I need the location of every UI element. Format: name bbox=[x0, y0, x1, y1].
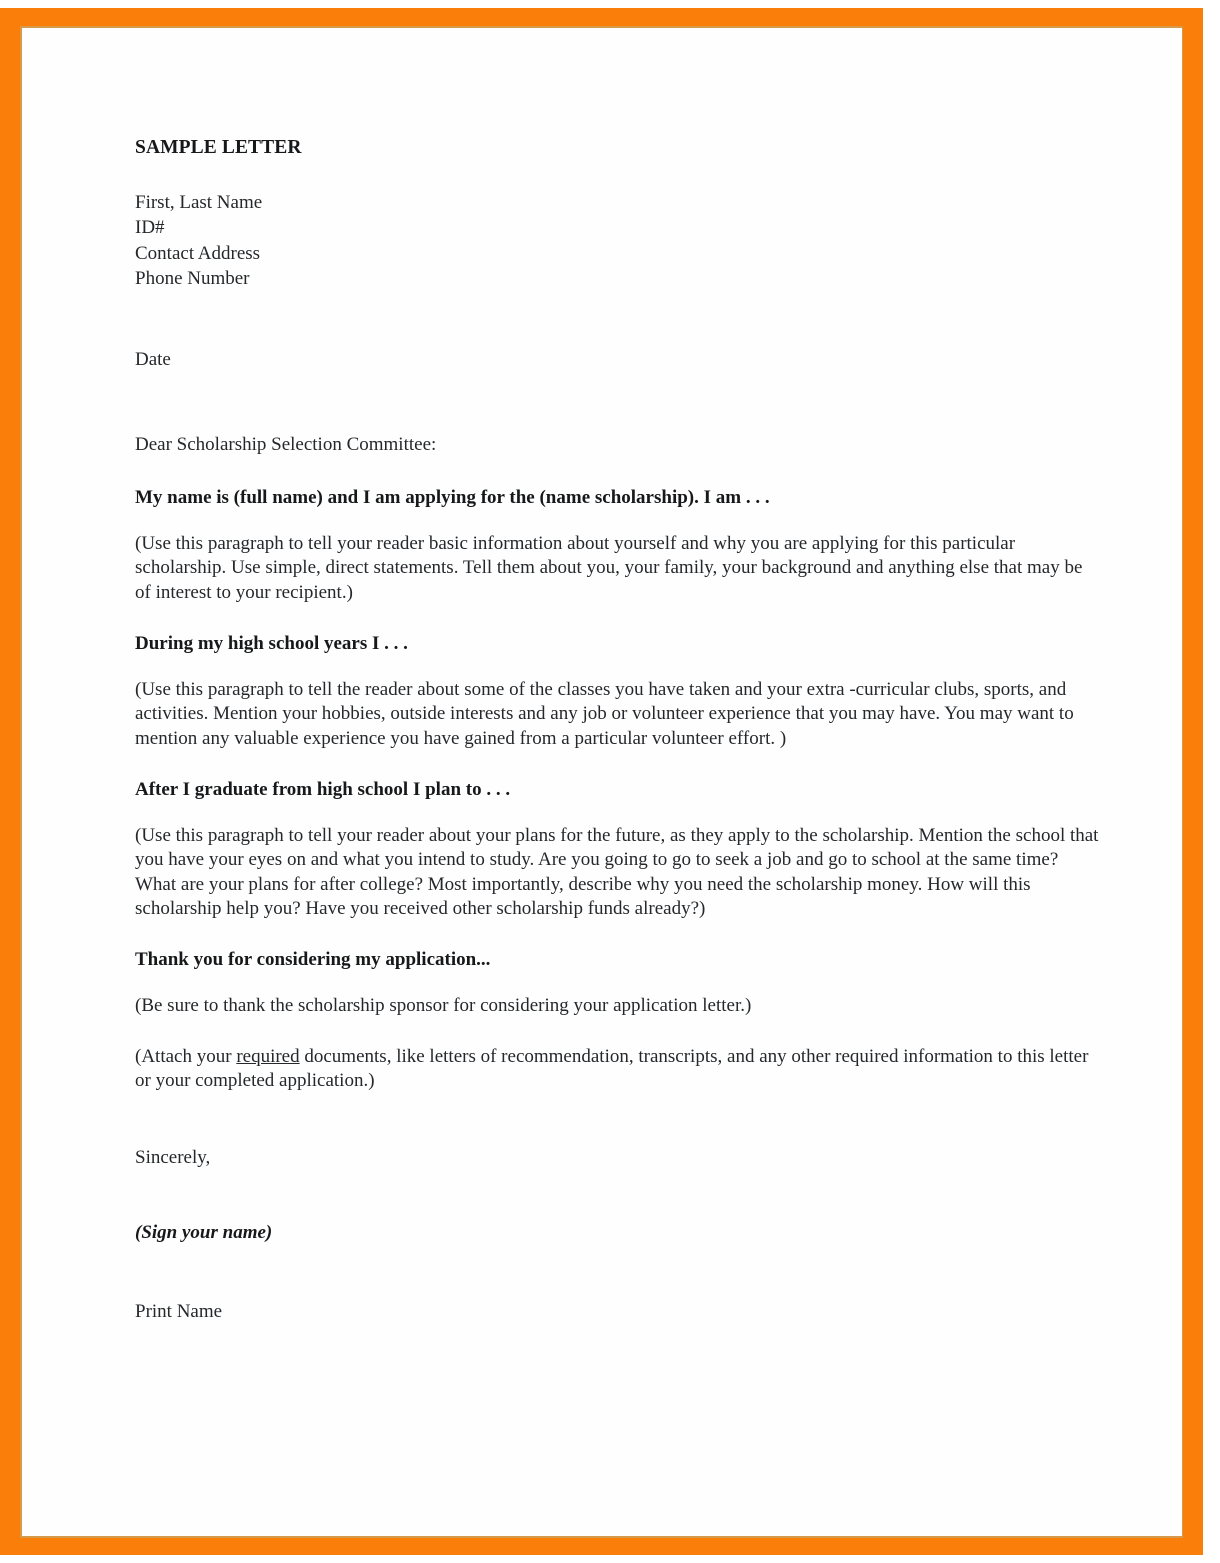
attachment-text-before: (Attach your bbox=[135, 1045, 237, 1067]
sender-phone-line: Phone Number bbox=[135, 267, 250, 289]
print-name-line: Print Name bbox=[135, 1301, 223, 1323]
letter-content bbox=[135, 136, 1100, 1324]
date-line: Date bbox=[135, 348, 171, 370]
sender-id-line: ID# bbox=[135, 217, 165, 239]
signature-placeholder: (Sign your name) bbox=[135, 1222, 273, 1244]
closing-salutation: Sincerely, bbox=[135, 1147, 211, 1169]
section-paragraph-after-graduation: (Use this paragraph to tell your reader about your plans for the future, as they apply to the scholarship. Mention the school that you have your eyes on and what you intend to study. Are you going to go to seek a job and go to school at the same time? What are your plans for after college? Most importantly, describe why you need the scholarship money. How will this scholarship help you? Have you received other scholarship funds already?) bbox=[135, 824, 1099, 919]
section-paragraph-attachments bbox=[135, 1045, 1100, 1094]
sender-name-line: First, Last Name bbox=[135, 192, 263, 214]
sender-block bbox=[135, 190, 1100, 290]
section-paragraph-intro: (Use this paragraph to tell your reader basic information about yourself and why you are applying for this particular scholarship. Use simple, direct statements. Tell them about you, your family, your background and anything else that may be of interest to your recipient.) bbox=[135, 532, 1083, 603]
section-heading-high-school: During my high school years I . . . bbox=[135, 632, 408, 654]
section-heading-thank-you: Thank you for considering my application... bbox=[135, 949, 491, 971]
salutation-line: Dear Scholarship Selection Committee: bbox=[135, 433, 437, 455]
closing-spacer bbox=[135, 1119, 1100, 1145]
section-heading-after-graduation: After I graduate from high school I plan to . . . bbox=[135, 778, 511, 800]
letter-page bbox=[22, 28, 1182, 1536]
attachment-text-after: documents, like letters of recommendation, transcripts, and any other required information to this letter or your completed application.) bbox=[135, 1045, 1089, 1091]
orange-scan-border bbox=[0, 8, 1203, 1555]
page-title: SAMPLE LETTER bbox=[135, 137, 302, 158]
sender-address-line: Contact Address bbox=[135, 242, 261, 264]
section-paragraph-thank-you: (Be sure to thank the scholarship sponsor for considering your application letter.) bbox=[135, 995, 752, 1017]
section-heading-intro: My name is (full name) and I am applying for the (name scholarship). I am . . . bbox=[135, 486, 770, 508]
attachment-required-emphasis: required bbox=[236, 1045, 300, 1067]
section-paragraph-high-school: (Use this paragraph to tell the reader about some of the classes you have taken and your extra -curricular clubs, sports, and activities. Mention your hobbies, outside interests and any job or volunteer experience that you may have. You may want to mention any valuable experience you have gained from a particular volunteer effort. ) bbox=[135, 678, 1074, 749]
